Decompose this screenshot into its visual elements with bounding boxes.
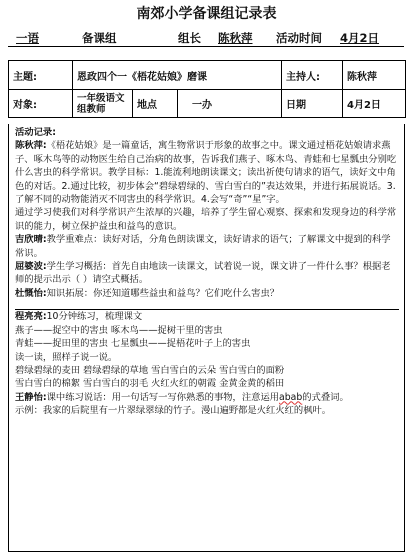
speaker-text: 课中练习说话：用一句话写一写你熟悉的事物，注意运用 — [46, 391, 280, 403]
target-value: 一年级语文组教师 — [73, 90, 133, 118]
header-line — [8, 30, 404, 47]
target-row — [9, 90, 406, 118]
speaker-text: 学生学习概括：首先自由地读一读课文，试着说一说，课文讲了一件什么事？根据老师的提示出示（ ）请空式概括。 — [15, 261, 391, 286]
record-paragraph — [15, 139, 399, 206]
activity-date: 4月2日 — [340, 31, 380, 45]
record-heading: 活动记录: — [15, 127, 56, 138]
record-line: 读一读，照样子说一说。 — [15, 351, 118, 363]
topic-label: 主题: — [9, 61, 73, 90]
speaker-name: 程亮亮: — [15, 311, 47, 323]
speaker-text: 教学重难点：读好对话，分角色朗读课文，读好请求的语气；了解课文中提到的科学常识。 — [15, 234, 391, 259]
place-label: 地点 — [133, 90, 178, 118]
group-label: 备课组 — [82, 31, 117, 45]
abab-term: abab — [279, 391, 303, 403]
topic-value: 恩政四个一《梧花姑娘》磨课 — [73, 61, 282, 90]
speaker-text: 《梧花姑娘》是一篇童话，寓生物常识于形象的故事之中。课文通过梧花姑娘请求燕子、啄木鸟等的动物医生给自己治病的故事，告诉我们燕子、啄木鸟、青蛙和七星瓢虫分别吃什么害虫的科学常识。教学目标：1.能流利地朗读课文；读出祈使句请求的语气，读好文中角色的对话。2.通过比较，初步体会“碧绿碧绿的、雪白雪白的”表达效果，并进行拓展说话。3.了解不同的动物能消灭不同害虫的科学常识。4.会写“奇”“星”字。 — [15, 140, 397, 206]
activity-record — [8, 124, 405, 552]
leader-name: 陈秋萍 — [218, 31, 253, 45]
leader-label: 组长 — [178, 31, 201, 45]
speaker-text: 知识拓展：你还知道哪些益虫和益鸟？它们吃什么害虫？ — [46, 287, 280, 299]
info-table — [8, 60, 406, 118]
grade: 一语 — [16, 31, 39, 45]
record-paragraph: 通过学习使我们对科学常识产生浓厚的兴趣，培养了学生留心观察、探索和发现身边的科学常识的能力，树立保护益虫和益鸟的意识。 — [15, 207, 397, 232]
date-value: 4月2日 — [343, 90, 406, 118]
speaker-name: 吉欣晴: — [15, 234, 47, 246]
record-paragraph — [15, 233, 399, 260]
record-line: 雪白雪白的棉絮 雪白雪白的羽毛 火红火红的朝霞 金黄金黄的稻田 — [15, 378, 285, 390]
record-line: 示例：我家的后院里有一片翠绿翠绿的竹子。漫山遍野都是火红火红的枫叶。 — [15, 405, 332, 417]
topic-row — [9, 61, 406, 90]
speaker-name: 屈婆波: — [15, 261, 47, 273]
place-value: 一办 — [178, 90, 282, 118]
record-paragraph — [15, 391, 399, 404]
speaker-name: 杜慨怡: — [15, 287, 47, 299]
speaker-name: 陈秋萍: — [15, 140, 47, 152]
record-paragraph — [15, 310, 399, 323]
page-title: 南郊小学备课组记录表 — [136, 6, 277, 22]
speaker-text: 10分钟练习，梳理课文 — [46, 311, 143, 323]
record-line: 青蛙——捉田里的害虫 七星瓢虫——捉梧花叶子上的害虫 — [15, 338, 251, 350]
host-value: 陈秋萍 — [343, 61, 406, 90]
record-paragraph — [15, 260, 399, 287]
date-label: 日期 — [282, 90, 343, 118]
speaker-name: 王静怡: — [15, 391, 47, 403]
record-line: 碧绿碧绿的麦田 碧绿碧绿的草地 雪白雪白的云朵 雪白雪白的面粉 — [15, 364, 285, 376]
record-line: 燕子——捉空中的害虫 啄木鸟——捉树干里的害虫 — [15, 324, 223, 336]
target-label: 对象: — [9, 90, 73, 118]
host-label: 主持人: — [282, 61, 343, 90]
record-paragraph — [15, 287, 399, 300]
speaker-text: 的式叠词。 — [302, 391, 349, 403]
time-label: 活动时间 — [276, 31, 322, 45]
